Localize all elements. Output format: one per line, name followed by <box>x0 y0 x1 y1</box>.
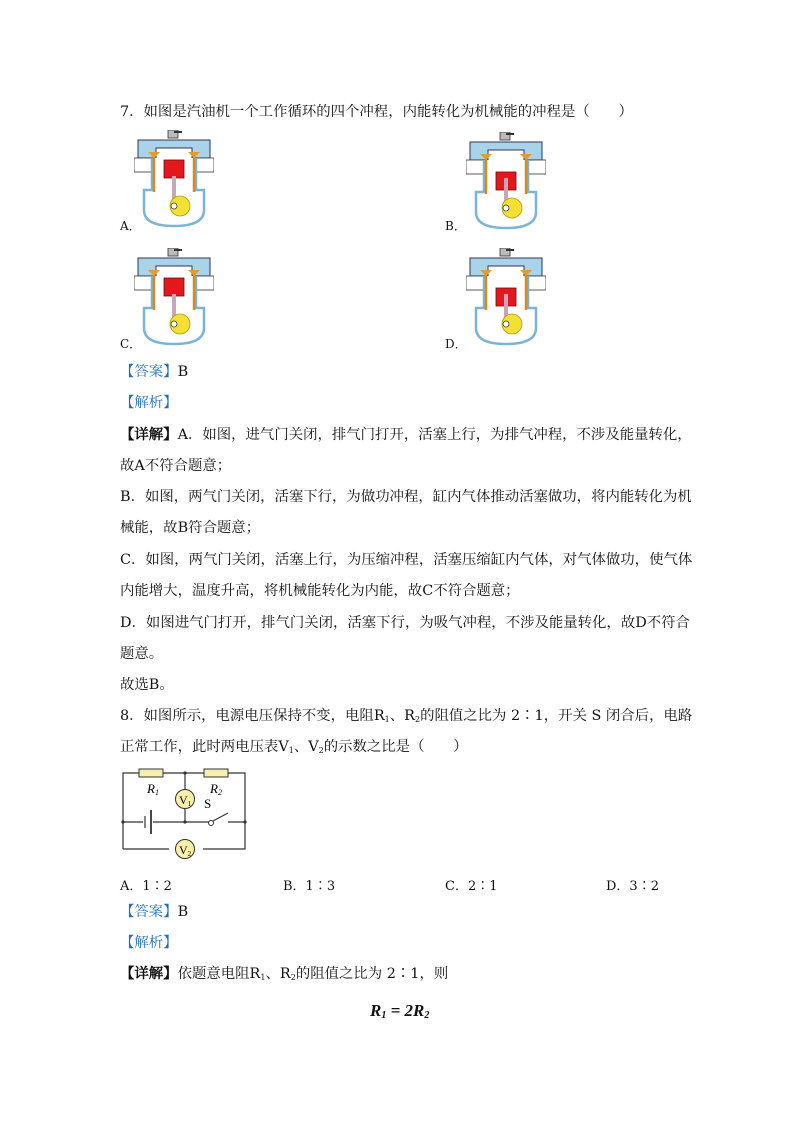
answer-value: B <box>177 904 189 920</box>
q7-detail-line: 故A不符合题意； <box>120 458 232 474</box>
text: 2 <box>290 973 296 982</box>
q7-option-d-label: D． <box>445 337 467 351</box>
q8-option-a: A．1∶2 <box>120 879 172 894</box>
q7-analysis-tag: 【解析】 <box>120 395 178 411</box>
answer-tag: 【答案】 <box>120 364 178 380</box>
q7-option-c-label: C． <box>120 337 142 351</box>
q8-question-line2 <box>120 738 468 760</box>
q8-detail-line <box>120 965 448 987</box>
q8-option-d: D．3∶2 <box>606 879 659 894</box>
q8-option-c: C．2∶1 <box>445 879 498 894</box>
text: 1 <box>381 1010 387 1021</box>
q7-option-a-label: A． <box>120 219 141 233</box>
text: V <box>278 739 289 755</box>
text: 的阻值之比为 2∶1，则 <box>295 966 449 982</box>
r2-label: R2 <box>210 781 222 797</box>
engine-diagram-c <box>134 248 214 350</box>
answer-tag: 【答案】 <box>120 904 178 920</box>
switch-label: S <box>204 796 212 811</box>
text: 、 <box>293 739 309 755</box>
text: R <box>373 708 385 724</box>
q7-detail-line <box>120 426 692 444</box>
text: V <box>308 739 319 755</box>
q7-detail-line: 械能，故B符合题意； <box>120 520 261 536</box>
text: 的阻值之比为 2∶1，开关 S 闭合后，电路 <box>420 708 693 724</box>
engine-exhaust-stroke-icon <box>134 130 214 228</box>
text: 1 <box>260 973 266 982</box>
text: 、 <box>265 966 280 982</box>
detail-text: A．如图，进气门关闭，排气门打开，活塞上行，为排气冲程，不涉及能量转化， <box>177 427 692 443</box>
q7-detail-line: 内能增大，温度升高，将机械能转化为内能，故C不符合题意； <box>120 583 520 599</box>
q7-answer <box>120 363 188 381</box>
text: 1 <box>288 746 294 755</box>
text: R <box>404 708 415 724</box>
circuit-diagram <box>120 765 250 865</box>
engine-diagram-a <box>134 130 214 232</box>
engine-diagram-b <box>466 132 546 234</box>
q8-option-b: B．1∶3 <box>283 879 336 894</box>
detail-tag: 【详解】 <box>120 426 178 443</box>
text: 1 <box>384 715 390 724</box>
text: 正常工作，此时两电压表 <box>120 739 279 755</box>
q7-detail-line: C．如图，两气门关闭，活塞上行，为压缩冲程，活塞压缩缸内气体，对气体做功，使气体 <box>120 552 693 568</box>
q8-question-line1 <box>120 707 692 729</box>
engine-intake-stroke-icon <box>466 248 546 346</box>
q7-detail-line: D．如图进气门打开，排气门关闭，活塞下行，为吸气冲程，不涉及能量转化，故D不符合 <box>120 615 690 631</box>
formula-r1-equals-2r2 <box>370 1001 429 1021</box>
q7-option-b-label: B． <box>445 219 466 233</box>
answer-value: B <box>177 364 189 380</box>
text: 2 <box>415 715 421 724</box>
text: 2 <box>424 1010 430 1021</box>
q8-analysis-tag: 【解析】 <box>120 935 178 951</box>
text: R <box>279 966 291 982</box>
q7-question: 7．如图是汽油机一个工作循环的四个冲程，内能转化为机械能的冲程是（ ） <box>120 104 633 120</box>
engine-diagram-d <box>466 248 546 350</box>
detail-tag: 【详解】 <box>120 965 178 982</box>
text: R <box>370 1001 382 1020</box>
v1-label: V1 <box>179 793 192 808</box>
text: 、 <box>389 708 405 724</box>
text: 的示数之比是（ ） <box>323 739 468 755</box>
q7-detail-line: 题意。 <box>120 646 164 662</box>
text: 8．如图所示，电源电压保持不变，电阻 <box>120 708 374 724</box>
q7-detail-line: B．如图，两气门关闭，活塞下行，为做功冲程，缸内气体推动活塞做功，将内能转化为机 <box>120 489 692 505</box>
text: 2 <box>318 746 324 755</box>
text: = 2 <box>386 1001 414 1020</box>
text: 依题意电阻 <box>177 966 250 982</box>
text: R <box>249 966 261 982</box>
engine-compression-stroke-icon <box>134 248 214 346</box>
v2-label: V2 <box>179 843 192 858</box>
q8-answer <box>120 903 188 921</box>
q7-detail-line: 故选B。 <box>120 677 174 693</box>
text: R <box>413 1001 425 1020</box>
r1-label: R1 <box>147 781 159 797</box>
engine-power-stroke-icon <box>466 132 546 230</box>
